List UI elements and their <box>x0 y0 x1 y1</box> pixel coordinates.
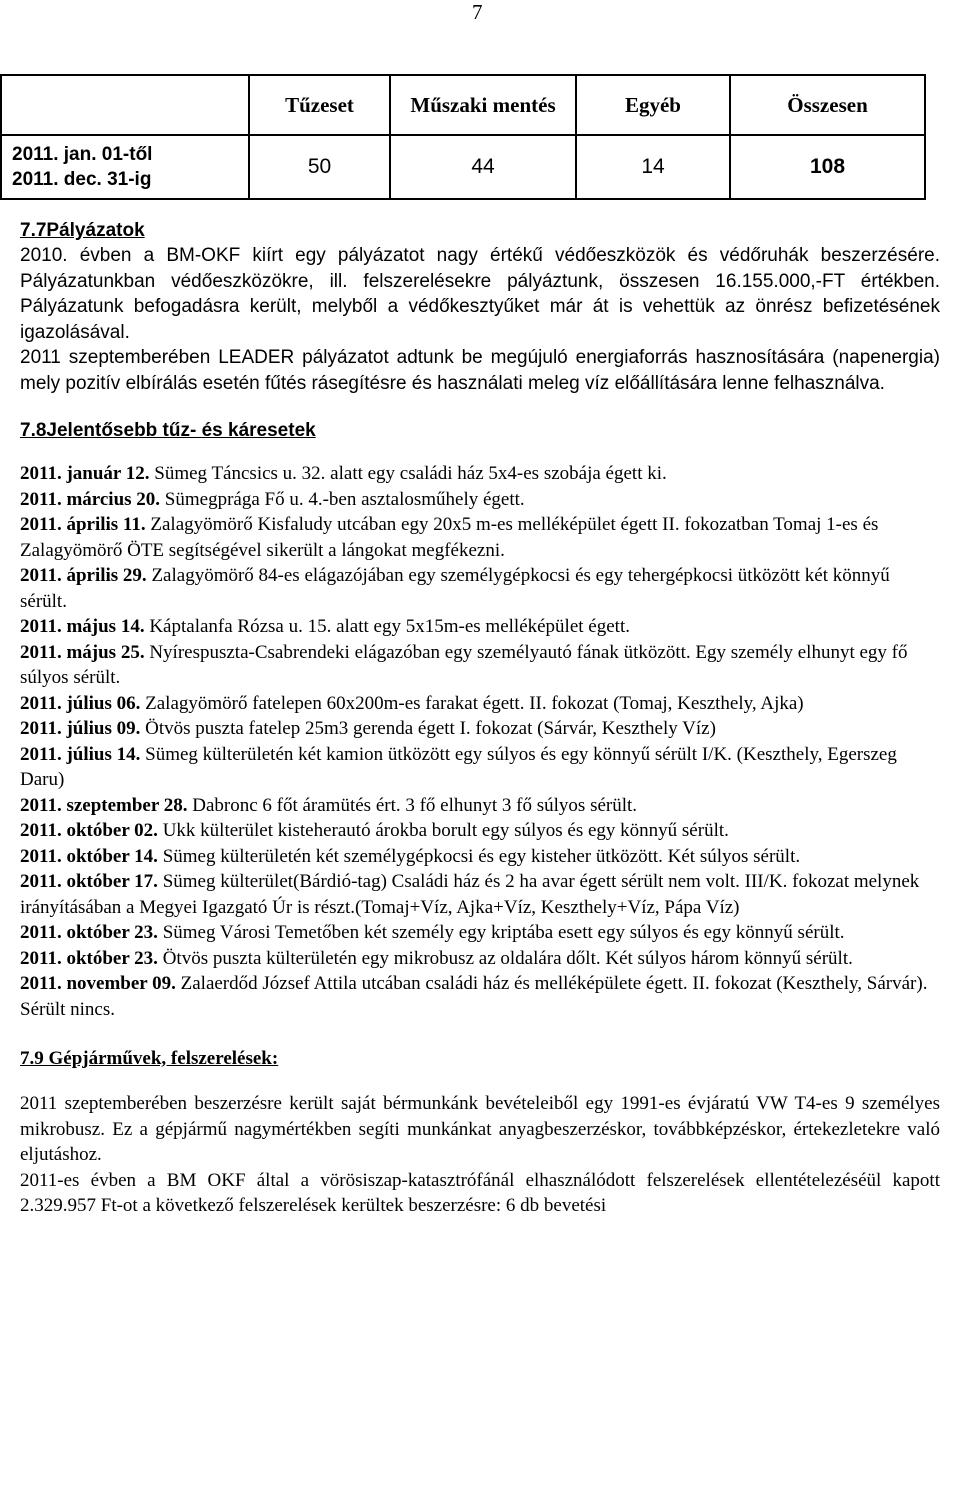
value-tuzeset: 50 <box>249 135 390 199</box>
incident-date: 2011. október 23. <box>20 947 158 969</box>
incident-item <box>20 818 940 844</box>
section-7-9-paragraph-2: 2011-es évben a BM OKF által a vörösiszap-katasztrófánál elhasználódott felszerelések ellentételezéséül kapott 2.329.957 Ft-ot a következő felszerelések kerültek beszerzésre: 6 db bevetési <box>20 1169 940 1216</box>
incident-date: 2011. október 02. <box>20 820 158 841</box>
incident-date: 2011. július 06. <box>20 692 141 714</box>
incident-description: Sümeg külterület(Bárdió-tag) Családi ház és 2 ha avar égett sérült nem volt. III/K. fokozat melynek irányításában a Megyei Igazgató Úr is részt.(Tomaj+Víz, Ajka+Víz, Keszthely+Víz, Pápa Víz) <box>20 871 920 918</box>
incident-item <box>20 691 940 717</box>
period-end: 2011. dec. 31-ig <box>12 169 152 190</box>
incident-description: Ukk külterület kisteherautó árokba borult egy súlyos és egy könnyű sérült. <box>157 820 729 841</box>
incident-date: 2011. május 14. <box>20 616 145 637</box>
table-corner-cell <box>1 75 249 135</box>
incident-item <box>20 971 940 1022</box>
incident-item <box>20 461 940 487</box>
incident-item <box>20 563 940 614</box>
incident-item <box>20 869 940 920</box>
incident-description: Ötvös puszta külterületén egy mikrobusz az oldalára dőlt. Két súlyos három könnyű sérült. <box>157 947 853 969</box>
value-osszesen: 108 <box>730 135 925 199</box>
incident-date: 2011. január 12. <box>20 463 150 484</box>
row-label-period <box>1 135 249 199</box>
header-egyeb: Egyéb <box>576 75 730 135</box>
incident-description: Sümeg külterületén két kamion ütközött egy súlyos és egy könnyű sérült I/K. (Keszthely, Egerszeg Daru) <box>20 743 897 790</box>
incident-item <box>20 844 940 870</box>
header-tuzeset: Tűzeset <box>249 75 390 135</box>
incident-item <box>20 614 940 640</box>
incident-description: Zalagyömörő fatelepen 60x200m-es farakat égett. II. fokozat (Tomaj, Keszthely, Ajka) <box>140 692 804 714</box>
incident-date: 2011. április 11. <box>20 514 146 535</box>
table-header-row <box>1 75 925 135</box>
incident-item <box>20 716 940 742</box>
incident-date: 2011. november 09. <box>20 973 176 994</box>
incident-description: Ötvös puszta fatelep 25m3 gerenda égett I. fokozat (Sárvár, Keszthely Víz) <box>140 718 716 739</box>
incident-date: 2011. július 14. <box>20 743 141 765</box>
value-muszaki-mentes: 44 <box>390 135 576 199</box>
section-7-7-paragraph-2: 2011 szeptemberében LEADER pályázatot adtunk be megújuló energiaforrás hasznosítására (napenergia) mely pozitív elbírálás esetén fűtés rásegítésre és használati meleg víz előállítására lenne felhasználva. <box>20 347 940 394</box>
incident-date: 2011. április 29. <box>20 565 147 586</box>
value-egyeb: 14 <box>576 135 730 199</box>
incident-date: 2011. október 17. <box>20 871 158 892</box>
section-7-9-heading: 7.9 Gépjárművek, felszerelések: <box>20 1048 279 1069</box>
section-7-7-paragraph-1: 2010. évben a BM-OKF kiírt egy pályázatot nagy értékű védőeszközök és védőruhák beszerzésére. Pályázatunkban védőeszközökre, ill. felszerelésekre pályáztunk, összesen 16.155.000,-FT értékben. Pályázatunk befogadásra került, melyből a védőkesztyűket már át is vehettük az önrész befizetésének igazolásával. <box>20 245 940 343</box>
statistics-table <box>0 74 926 200</box>
incident-item <box>20 920 940 946</box>
incident-item <box>20 487 940 513</box>
incident-date: 2011. május 25. <box>20 641 145 663</box>
incident-item <box>20 640 940 691</box>
header-osszesen: Összesen <box>730 75 925 135</box>
incident-description: Nyírespuszta-Csabrendeki elágazóban egy személyautó fának ütközött. Egy személy elhunyt egy fő súlyos sérült. <box>20 641 908 688</box>
incident-description: Sümeg külterületén két személygépkocsi és egy kisteher ütközött. Két súlyos sérült. <box>157 845 801 867</box>
page-number: 7 <box>472 0 483 24</box>
incident-item <box>20 793 940 819</box>
incident-date: 2011. október 14. <box>20 845 158 867</box>
period-start: 2011. jan. 01-től <box>12 144 153 165</box>
table-row <box>1 135 925 199</box>
incident-item <box>20 512 940 563</box>
incident-item <box>20 946 940 972</box>
incident-description: Sümeg Táncsics u. 32. alatt egy családi ház 5x4-es szobája égett ki. <box>149 463 667 484</box>
incident-date: 2011. október 23. <box>20 922 158 943</box>
section-7-9-paragraph-1: 2011 szeptemberében beszerzésre került saját bérmunkánk bevételeiből egy 1991-es évjáratú VW T4-es 9 személyes mikrobusz. Ez a gépjármű nagymértékben segíti munkánkat anyagbeszerzéskor, továbbképzéskor, értekezletekre való eljutáshoz. <box>20 1093 940 1165</box>
document-body <box>20 218 940 1219</box>
incident-description: Sümegprága Fő u. 4.-ben asztalosműhely égett. <box>160 488 525 510</box>
incident-list <box>20 461 940 1022</box>
header-muszaki-mentes: Műszaki mentés <box>390 75 576 135</box>
incident-description: Zalagyömörő 84-es elágazójában egy személygépkocsi és egy tehergépkocsi ütközött két könnyű sérült. <box>20 565 890 612</box>
incident-description: Dabronc 6 főt áramütés ért. 3 fő elhunyt 3 fő súlyos sérült. <box>187 794 638 816</box>
incident-description: Zalaerdőd József Attila utcában családi ház és melléképülete égett. II. fokozat (Keszthely, Sárvár). Sérült nincs. <box>20 973 928 1020</box>
incident-description: Káptalanfa Rózsa u. 15. alatt egy 5x15m-es melléképület égett. <box>144 616 630 637</box>
section-7-8-heading: 7.8Jelentősebb tűz- és káresetek <box>20 420 316 441</box>
incident-date: 2011. szeptember 28. <box>20 794 188 816</box>
incident-description: Sümeg Városi Temetőben két személy egy kriptába esett egy súlyos és egy könnyű sérült. <box>157 922 845 943</box>
incident-date: 2011. július 09. <box>20 718 141 739</box>
incident-item <box>20 742 940 793</box>
section-7-7-heading: 7.7Pályázatok <box>20 220 145 241</box>
incident-description: Zalagyömörő Kisfaludy utcában egy 20x5 m-es melléképület égett II. fokozatban Tomaj 1-es és Zalagyömörő ÖTE segítségével sikerült a lángokat megfékezni. <box>20 514 879 561</box>
incident-date: 2011. március 20. <box>20 488 161 510</box>
